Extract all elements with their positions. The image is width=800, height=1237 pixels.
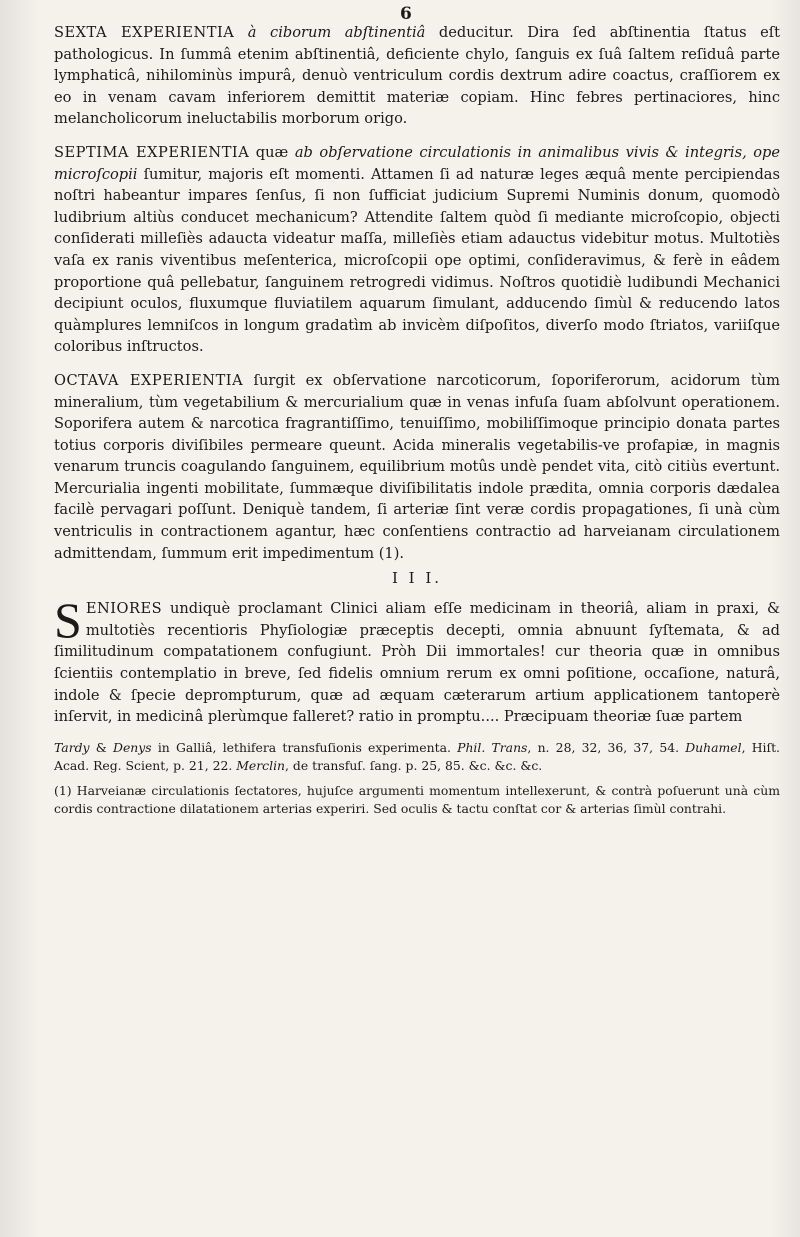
footnote-journal: Phil. Trans — [457, 739, 528, 755]
paragraph-italic-title: à ciborum abſtinentiâ — [247, 24, 426, 41]
footnote-1 — [54, 782, 780, 819]
paragraph-italic-title: ab obſervatione circulationis in animalibus vivis & integris, ope microſcopii — [54, 143, 781, 183]
footnote-text: , de transfuſ. ſang. p. 25, 85. &c. &c. &c. — [285, 758, 543, 774]
footnote-text: in Galliâ, lethifera transfuſionis experimenta. — [157, 739, 451, 755]
footnote-text: , Hiſt. Acad. Reg. Scient, p. 21, 22. — [54, 739, 780, 774]
paragraph-septima — [54, 142, 780, 358]
paragraph-sexta — [54, 22, 780, 130]
section-heading: I I I. — [391, 569, 443, 588]
page-number: 6 — [400, 4, 412, 24]
paragraph-lead: SEXTA EXPERIENTIA — [54, 24, 235, 41]
footnote-author: Tardy — [54, 739, 90, 755]
paragraph-lead: ENIORES — [85, 600, 163, 618]
footnote-text: & — [95, 739, 107, 755]
footnote-marker: (1) — [54, 782, 72, 798]
paragraph-text: ſumitur, majoris eſt momenti. Attamen ſi ad naturæ leges æquâ mente percipiendas noſtri habeantur impares ſenſus, ſi non ſufficiat judicium Supremi Numinis donum, quomodò ludibrium altiùs conducet mechanicum? Attendite ſaltem quòd ſi mediante microſcopio, objecti conſiderati milleſiès adaucta videatur maſſa, milleſiès etiam adauctus videbitur motus. Multotiès vaſa ex ranis viventibus meſenterica, microſcopii ope optimi, conſideravimus, & ferè in eâdem proportione quâ pellebatur, ſanguinem retrogredi vidimus. Noſtros quotidiè ludibundi Mechanici decipiunt oculos, fluxumque fluviatilem aquarum ſimulant, adducendo ſimùl & reducendo latos quàmplures lemniſcos in longum gradatìm ab invicèm diſpoſitos, diverſo modo ſtriatos, variiſque coloribus inſtructos. — [54, 165, 780, 356]
paragraph-octava — [54, 370, 780, 564]
footnote-star — [54, 739, 780, 776]
drop-cap: S — [54, 592, 82, 649]
footnote-author: Merclin — [236, 758, 286, 774]
paragraph-seniores — [54, 592, 780, 728]
footnote-text: Harveianæ circulationis ſectatores, hujuſce argumenti momentum intellexerunt, & contrà poſuerunt unà cùm cordis contractione dilatationem arterias experiri. Sed oculis & tactu conſtat cor & arterias ſimùl contrahi. — [54, 782, 780, 817]
paragraph-text: quæ — [255, 143, 289, 161]
paragraph-text: deducitur. Dira ſed abſtinentia ſtatus eſt pathologicus. In ſummâ etenim abſtinentiâ, deficiente chylo, ſanguis ex ſuâ ſaltem reſiduâ parte lymphaticâ, nihilominùs impurâ, denuò ventriculum cordis dextrum adire coactus, craſſiorem ex eo in venam cavam inferiorem demittit materiæ copiam. Hinc febres pertinaciores, hinc melancholicorum ineluctabilis morborum origo. — [54, 24, 781, 128]
paragraph-lead: OCTAVA EXPERIENTIA — [54, 371, 244, 389]
paragraph-lead: SEPTIMA EXPERIENTIA — [54, 143, 250, 161]
paragraph-text: undiquè proclamant Clinici aliam eſſe medicinam in theoriâ, aliam in praxi, & multotiès recentioris Phyſiologiæ præceptis decepti, omnia abnuunt ſyſtemata, & ad ſimilitudinum compatationem confugiunt. Pròh Dii immortales! cur theoria quæ in omnibus ſcientiis contemplatio in breve, ſed fidelis omnium rerum ex omni poſitione, occaſione, naturâ, indole & ſpecie deprompturum, quæ ad æquam cæterarum artium applicationem tantoperè inſervit, in medicinâ plerùmque falleret? ratio in promptu.... Præcipuam theoriæ ſuæ partem — [54, 600, 780, 726]
footnote-author: Duhamel — [685, 739, 742, 755]
footnote-author: Denys — [113, 739, 152, 755]
footnote-text: , n. 28, 32, 36, 37, 54. — [527, 739, 680, 755]
page-content — [54, 22, 780, 819]
paragraph-text: ſurgit ex obſervatione narcoticorum, ſoporiferorum, acidorum tùm mineralium, tùm vegetabilium & mercurialium quæ in venas infuſa ſuam abſolvunt operationem. Soporifera autem & narcotica fragrantiſſimo, tenuiſſimo, mobiliſſimoque principio donata partes totius corporis diviſibiles permeare queunt. Acida mineralis vegetabilis-ve profapiæ, in magnis venarum truncis coagulando ſanguinem, equilibrium motûs undè pendet vita, citò citiùs evertunt. Mercurialia ingenti mobilitate, ſummæque diviſibilitatis indole prædita, omnia corporis dædalea facilè pervagari poſſunt. Deniquè tandem, ſi arteriæ ſint veræ cordis propagationes, ſi unà cùm ventriculis in contractionem agantur, hæc conſentiens contractio ad harveianam circulationem admittendam, ſummum erit impedimentum (1). — [54, 371, 780, 562]
footnotes — [54, 739, 780, 819]
